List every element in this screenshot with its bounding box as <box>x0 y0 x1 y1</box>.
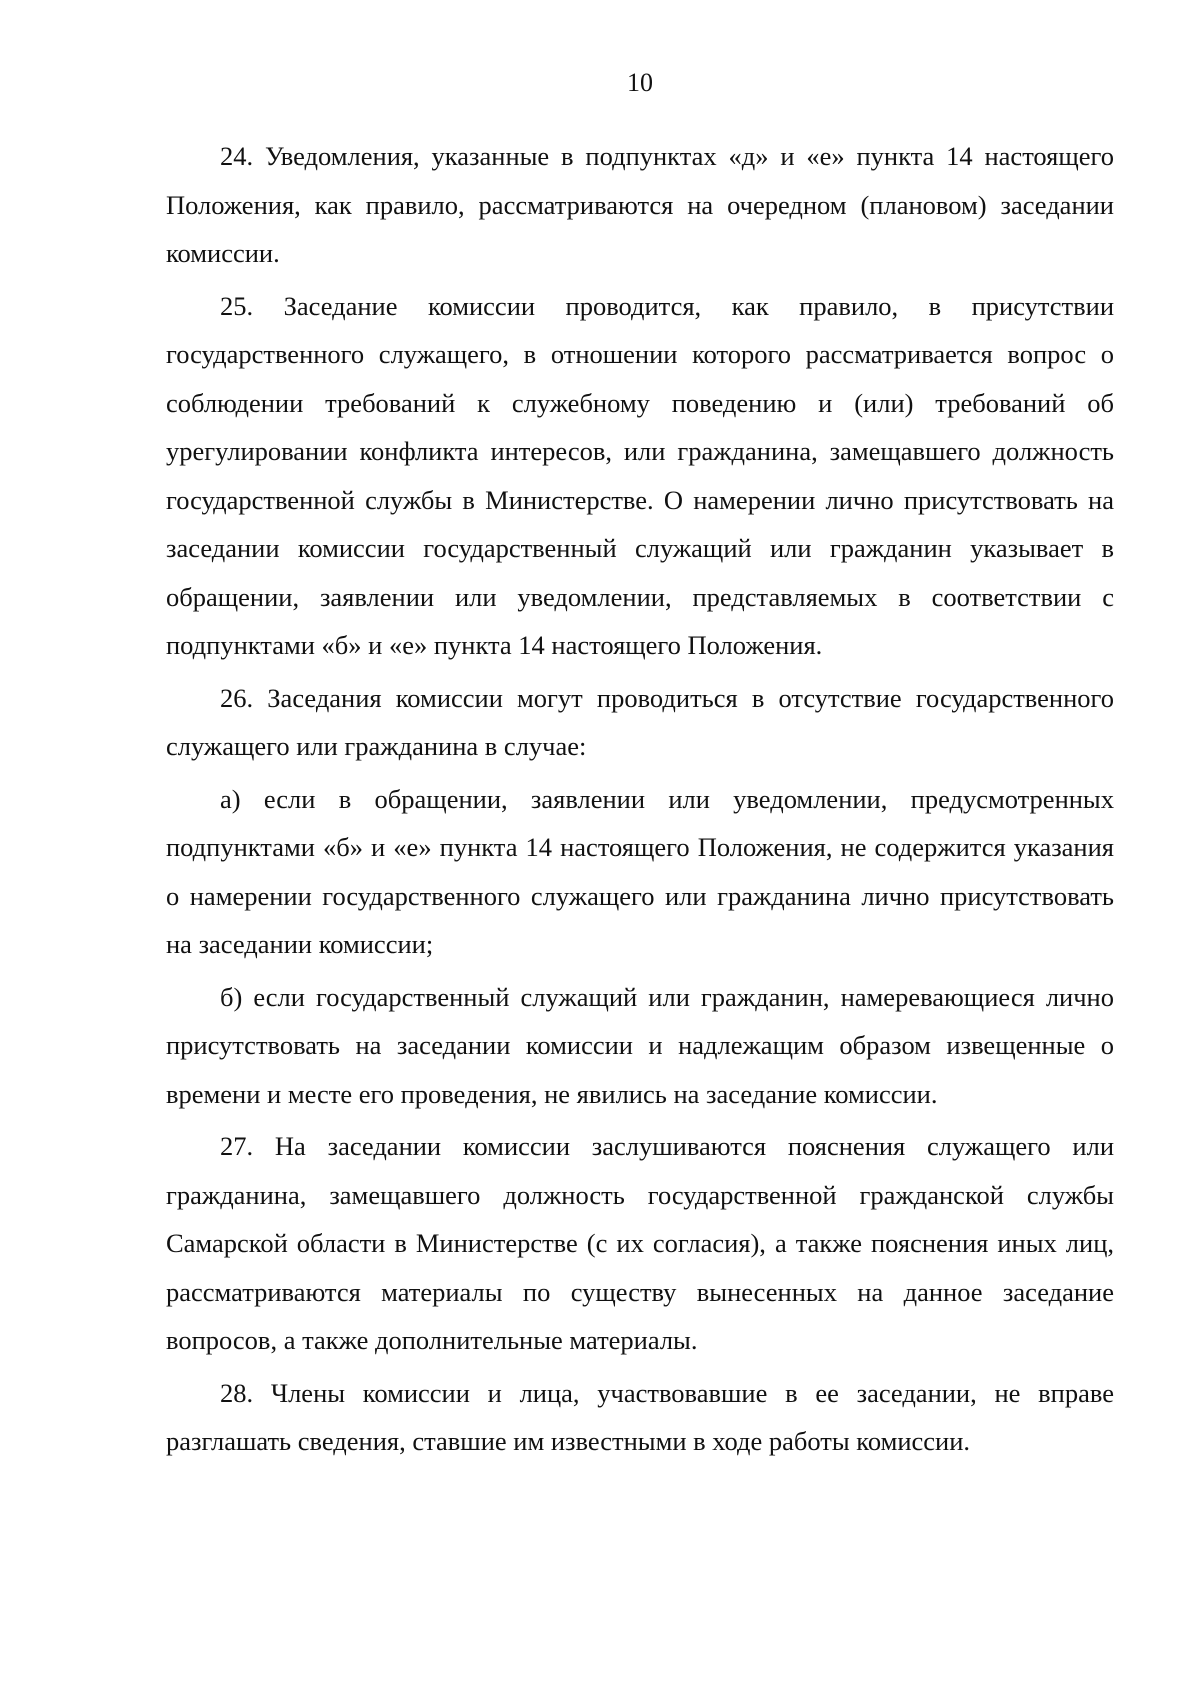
paragraph-26-b: б) если государственный служащий или гражданин, намеревающиеся лично присутствовать на заседании комиссии и надлежащим образом извещенные о времени и месте его проведения, не явились на заседание комиссии. <box>166 981 1114 1109</box>
paragraph-25: 25. Заседание комиссии проводится, как правило, в присутствии государственного служащего, в отношении которого рассматривается вопрос о соблюдении требований к служебному поведению и (или) требований об урегулировании конфликта интересов, или гражданина, замещавшего должность государственной службы в Министерстве. О намерении лично присутствовать на заседании комиссии государственный служащий или гражданин указывает в обращении, заявлении или уведомлении, представляемых в соответствии с подпунктами «б» и «е» пункта 14 настоящего Положения. <box>166 290 1114 660</box>
paragraph-26-a: а) если в обращении, заявлении или уведомлении, предусмотренных подпунктами «б» и «е» пункта 14 настоящего Положения, не содержится указания о намерении государственного служащего или гражданина лично присутствовать на заседании комиссии; <box>166 783 1114 959</box>
paragraph-27: 27. На заседании комиссии заслушиваются пояснения служащего или гражданина, замещавшего должность государственной гражданской службы Самарской области в Министерстве (с их согласия), а также пояснения иных лиц, рассматриваются материалы по существу вынесенных на данное заседание вопросов, а также дополнительные материалы. <box>166 1131 1114 1355</box>
paragraph-26: 26. Заседания комиссии могут проводиться в отсутствие государственного служащего или гражданина в случае: <box>166 682 1114 761</box>
paragraph-28: 28. Члены комиссии и лица, участвовавшие в ее заседании, не вправе разглашать сведения, ставшие им известными в ходе работы комиссии. <box>166 1377 1114 1456</box>
document-body <box>166 132 1114 1470</box>
paragraph-24: 24. Уведомления, указанные в подпунктах «д» и «е» пункта 14 настоящего Положения, как правило, рассматриваются на очередном (плановом) заседании комиссии. <box>166 141 1114 268</box>
page-number: 10 <box>627 68 653 97</box>
